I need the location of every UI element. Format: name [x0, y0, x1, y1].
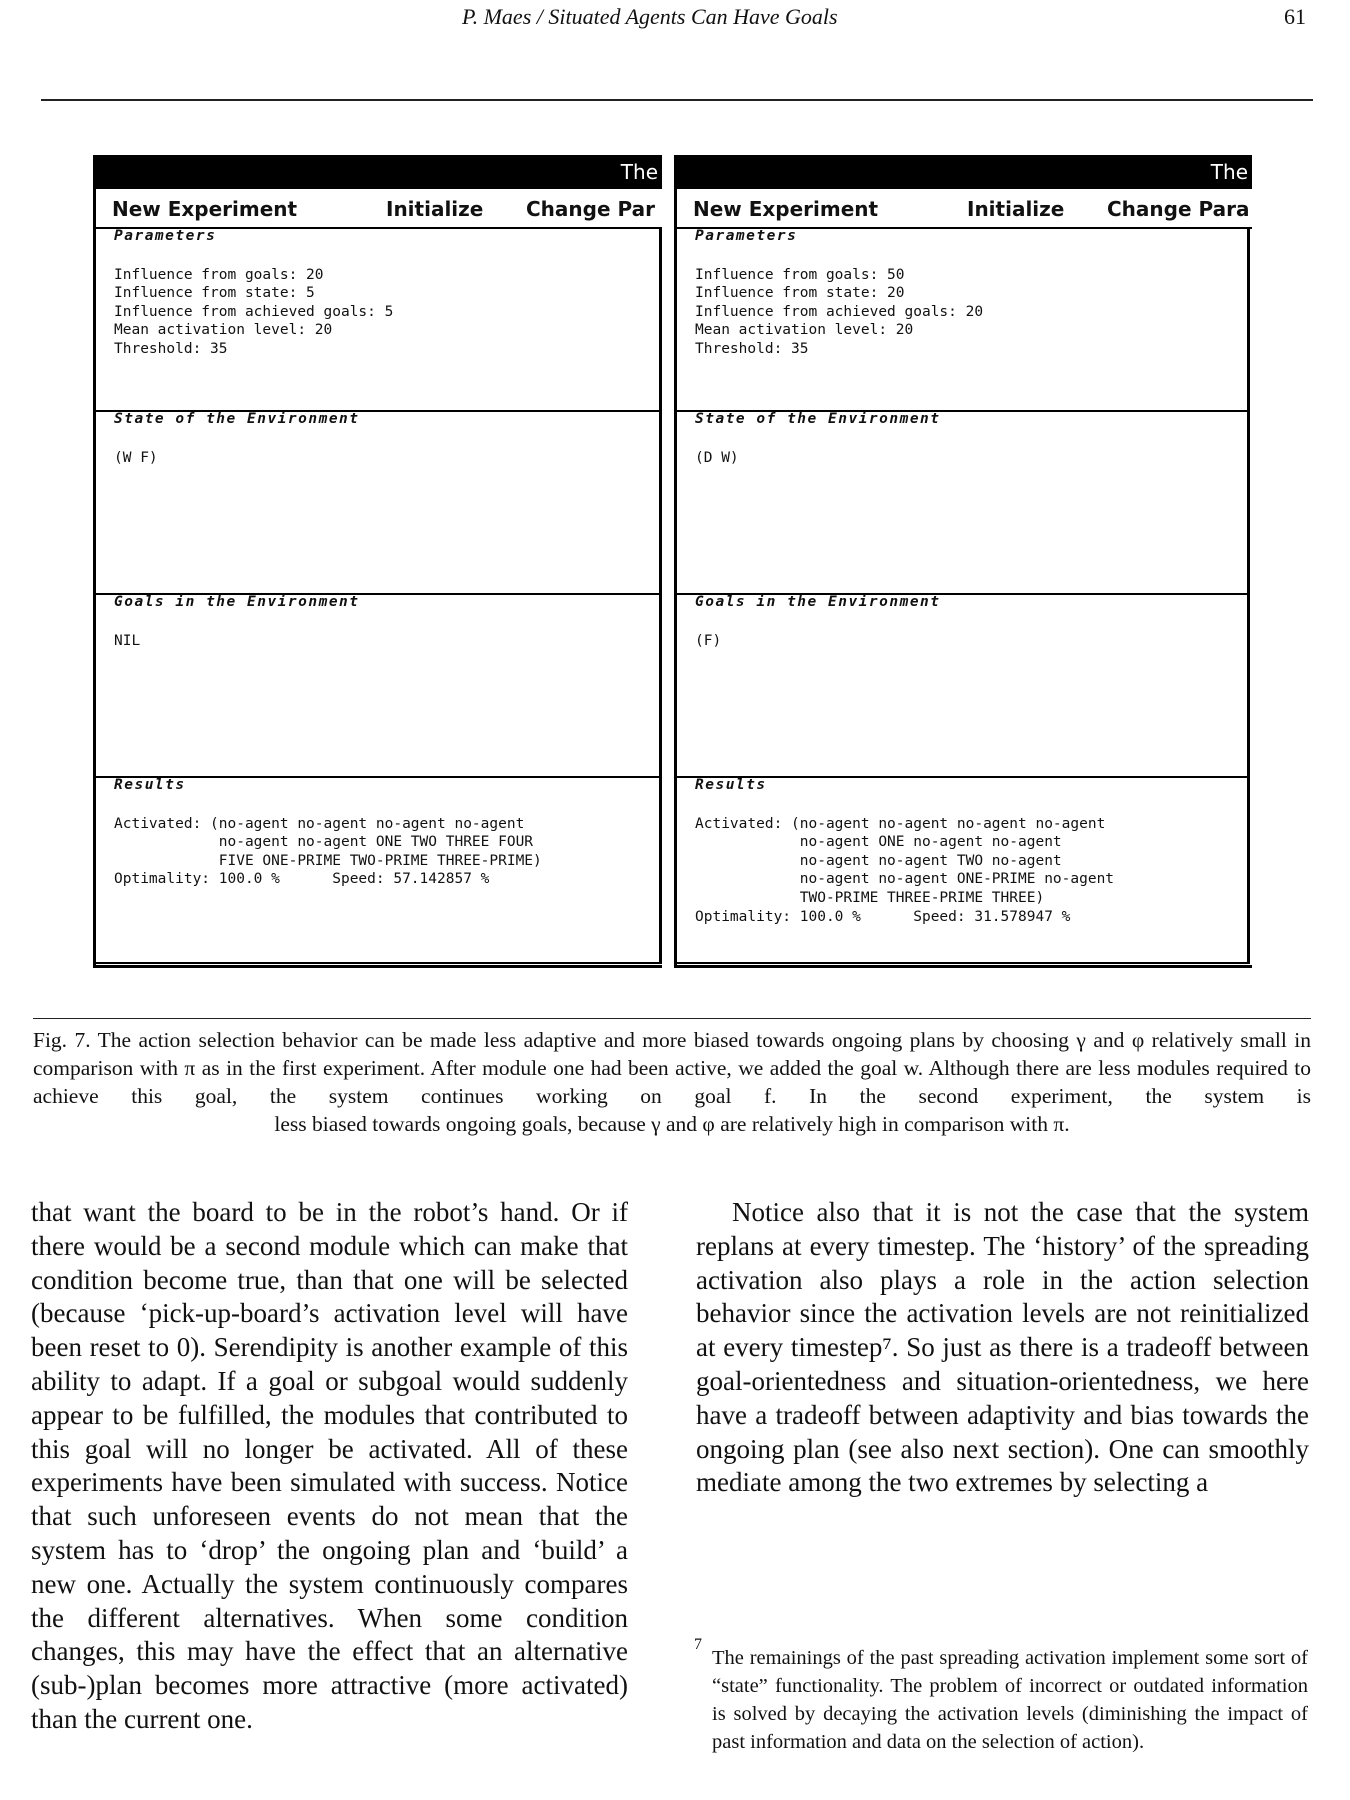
footnote-number: 7: [694, 1636, 702, 1653]
body-right-column: Notice also that it is not the case that the system replans at every timestep. The ‘history’ of the spreading activation also plays a role in the action selection behavior since the activation levels are not reinitialized at every timestep⁷. So just as there is a tradeoff between goal-orientedness and situation-orientedness, we here have a tradeoff between adaptivity and bias towards the ongoing plan (see also next section). One can smoothly mediate among the two extremes by selecting a: [696, 1197, 1309, 1498]
menu-item-new-experiment[interactable]: New Experiment: [693, 197, 879, 221]
results-pane-content: Activated: (no-agent no-agent no-agent no-agent no-agent no-agent ONE TWO THREE FOUR FIVE ONE-PRIME TWO-PRIME THREE-PRIME) Optimality: 100.0 % Speed: 57.142857 %: [114, 815, 542, 888]
results-pane: [96, 776, 662, 964]
results-pane-title: Results: [695, 777, 767, 793]
goals-pane: [96, 593, 662, 778]
goals-pane-title: Goals in the Environment: [695, 594, 941, 610]
goals-pane-content: NIL: [114, 632, 141, 649]
screenshot-panel-right: [674, 155, 1252, 968]
caption-body: Fig. 7. The action selection behavior can be made less adaptive and more biased towards ongoing plans by choosing γ and φ relatively small in comparison with π as in the first experiment. After module one had been active, we added the goal w. Although there are less modules required to achieve this goal, the system continues working on goal f. In the second experiment, the system is: [33, 1028, 1311, 1108]
header-rule: [41, 99, 1313, 101]
results-pane-title: Results: [114, 777, 186, 793]
window-title-bar[interactable]: [96, 155, 662, 189]
state-pane: [96, 410, 662, 595]
state-pane-title: State of the Environment: [695, 411, 941, 427]
footnote: The remainings of the past spreading activation implement some sort of “state” functionality. The problem of incorrect or outdated information is solved by decaying the activation levels (diminishing the impact of past information and data on the selection of action).: [712, 1647, 1308, 1753]
menu-item-initialize[interactable]: Initialize: [967, 197, 1065, 221]
parameters-pane: [677, 227, 1250, 412]
menu-item-initialize[interactable]: Initialize: [386, 197, 484, 221]
caption-rule: [33, 1018, 1311, 1019]
body-left-column: that want the board to be in the robot’s hand. Or if there would be a second module which can make that condition become true, than that one will be selected (because ‘pick-up-board’s activation level will have been reset to 0). Serendipity is another example of this ability to adapt. If a goal or subgoal would suddenly appear to be fulfilled, the modules that contributed to this goal will no longer be activated. All of these experiments have been simulated with success. Notice that such unforeseen events do not mean that the system has to ‘drop’ the ongoing plan and ‘build’ a new one. Actually the system continuously compares the different alternatives. When some condition changes, this may have the effect that an alternative (sub-)plan becomes more attractive (more activated) than the current one.: [31, 1197, 628, 1734]
menu-bar: [96, 191, 662, 229]
goals-pane-title: Goals in the Environment: [114, 594, 360, 610]
goals-pane: [677, 593, 1250, 778]
page-number: 61: [1284, 4, 1306, 29]
parameters-pane-title: Parameters: [114, 228, 217, 244]
menu-item-new-experiment[interactable]: New Experiment: [112, 197, 298, 221]
menu-item-change-parameters[interactable]: Change Par: [526, 197, 655, 221]
figure-caption: [33, 1026, 1311, 1138]
results-pane: [677, 776, 1250, 964]
menu-item-change-parameters[interactable]: Change Para: [1107, 197, 1250, 221]
state-pane-content: (D W): [695, 449, 739, 466]
goals-pane-content: (F): [695, 632, 722, 649]
parameters-pane-title: Parameters: [695, 228, 798, 244]
caption-last-line: less biased towards ongoing goals, because γ and φ are relatively high in comparison with π.: [274, 1112, 1070, 1136]
window-title-bar[interactable]: [677, 155, 1252, 189]
window-title: The: [620, 160, 658, 184]
running-title: P. Maes / Situated Agents Can Have Goals: [462, 4, 838, 29]
state-pane-content: (W F): [114, 449, 158, 466]
menu-bar: [677, 191, 1252, 229]
parameters-pane-content: Influence from goals: 20 Influence from state: 5 Influence from achieved goals: 5 Mean activation level: 20 Threshold: 35: [114, 266, 394, 357]
state-pane-title: State of the Environment: [114, 411, 360, 427]
parameters-pane-content: Influence from goals: 50 Influence from state: 20 Influence from achieved goals: 20 Mean activation level: 20 Threshold: 35: [695, 266, 984, 357]
screenshot-panel-left: [93, 155, 662, 968]
results-pane-content: Activated: (no-agent no-agent no-agent no-agent no-agent ONE no-agent no-agent no-agent no-agent TWO no-agent no-agent no-agent ONE-PRIME no-agent TWO-PRIME THREE-PRIME THREE) Optimality: 100.0 % Speed: 31.578947 %: [695, 815, 1115, 925]
window-title: The: [1210, 160, 1248, 184]
state-pane: [677, 410, 1250, 595]
parameters-pane: [96, 227, 662, 412]
